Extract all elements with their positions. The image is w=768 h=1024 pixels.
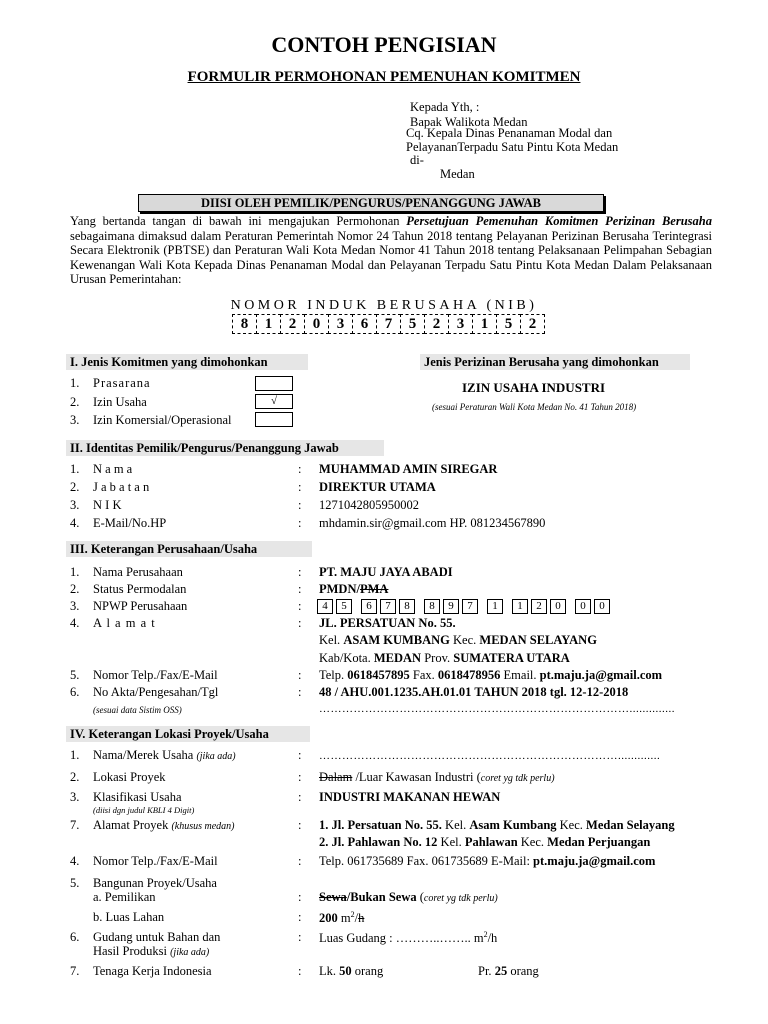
item-number: 2. xyxy=(70,480,80,494)
field-label: Nama Perusahaan xyxy=(93,565,183,579)
page-title: CONTOH PENGISIAN xyxy=(271,32,497,57)
address-line: Bapak Walikota Medan xyxy=(410,115,528,129)
address-line: di- xyxy=(410,153,424,167)
address-line: Medan xyxy=(440,167,475,181)
section-4-heading: IV. Keterangan Lokasi Proyek/Usaha xyxy=(66,726,310,742)
field-label: E-Mail/No.HP xyxy=(93,516,167,530)
colon: : xyxy=(298,790,302,804)
npwp-digit: 0 xyxy=(550,599,566,614)
field-luas-lahan[interactable]: 200 $m^2/h$ xyxy=(319,910,365,926)
akta-dotted-line: ……………………………………………………………………….............. xyxy=(319,703,675,715)
colon: : xyxy=(298,498,302,512)
akta-note: (sesuai data Sistim OSS) xyxy=(93,705,182,715)
perizinan-value: IZIN USAHA INDUSTRI xyxy=(462,380,606,395)
colon: : xyxy=(298,462,302,476)
item-number: 4. xyxy=(70,616,80,630)
npwp-digit: 1 xyxy=(487,599,503,614)
field-alamat-jalan[interactable]: JL. PERSATUAN No. 55. xyxy=(319,616,456,630)
colon: : xyxy=(298,582,302,596)
item-number: 1. xyxy=(70,462,80,476)
item-number: 6. xyxy=(70,685,80,699)
field-label: Alamat Proyek (khusus medan) xyxy=(93,818,235,832)
field-sublabel: b. Luas Lahan xyxy=(93,910,165,924)
npwp-digit: 7 xyxy=(380,599,396,614)
address-line: Cq. Kepala Dinas Penanaman Modal dan xyxy=(406,126,613,140)
field-tenaga-kerja-pr[interactable]: Pr. 25 orang xyxy=(478,964,539,978)
npwp-digit: 8 xyxy=(424,599,440,614)
nib-digit: 5 xyxy=(400,314,425,334)
komitmen-label: Izin Komersial/Operasional xyxy=(93,413,232,427)
field-sublabel: a. Pemilikan xyxy=(93,890,156,904)
nib-digit: 3 xyxy=(448,314,473,334)
npwp-digit: 7 xyxy=(462,599,478,614)
item-number: 4. xyxy=(70,854,80,868)
nib-digit: 3 xyxy=(328,314,353,334)
komitmen-checkbox-komersial[interactable] xyxy=(255,412,293,427)
nib-digit: 7 xyxy=(376,314,401,334)
field-label: Status Permodalan xyxy=(93,582,187,596)
field-pemilikan[interactable]: Sewa/Bukan Sewa (coret yg tdk perlu) xyxy=(319,890,498,904)
komitmen-checkbox-izin-usaha[interactable]: √ xyxy=(255,394,293,409)
nib-digit: 1 xyxy=(256,314,281,334)
colon: : xyxy=(298,685,302,699)
item-number: 3. xyxy=(70,790,80,804)
nib-digits xyxy=(232,314,544,334)
npwp-digit: 5 xyxy=(336,599,352,614)
item-number: 7. xyxy=(70,964,80,978)
npwp-digit: 1 xyxy=(512,599,528,614)
colon: : xyxy=(298,616,302,630)
form-subtitle: FORMULIR PERMOHONAN PEMENUHAN KOMITMEN xyxy=(187,69,581,85)
colon: : xyxy=(298,668,302,682)
item-number: 4. xyxy=(70,516,80,530)
item-number: 7. xyxy=(70,818,80,832)
field-alamat-proyek-1[interactable]: 1. Jl. Persatuan No. 55. Kel. Asam Kumbang Kec. Medan Selayang xyxy=(319,818,675,832)
address-line: PelayananTerpadu Satu Pintu Kota Medan xyxy=(406,140,619,154)
colon: : xyxy=(298,930,302,944)
npwp-digit: 4 xyxy=(317,599,333,614)
field-merek-usaha[interactable]: ……………………………………………………………………............. xyxy=(319,750,661,762)
komitmen-label: Prasarana xyxy=(93,376,151,390)
klasifikasi-note: (diisi dgn judul KBLI 4 Digit) xyxy=(93,805,195,815)
field-label: Gudang untuk Bahan dan xyxy=(93,930,221,944)
field-label: N a m a xyxy=(93,462,133,476)
item-number: 1. xyxy=(70,565,80,579)
field-alamat-proyek-2[interactable]: 2. Jl. Pahlawan No. 12 Kel. Pahlawan Kec. Medan Perjuangan xyxy=(319,835,651,849)
field-nama[interactable]: MUHAMMAD AMIN SIREGAR xyxy=(319,462,498,476)
npwp-digits[interactable] xyxy=(317,599,613,614)
npwp-digit: 0 xyxy=(575,599,591,614)
colon: : xyxy=(298,516,302,530)
field-akta[interactable]: 48 / AHU.001.1235.AH.01.01 TAHUN 2018 tgl. 12-12-2018 xyxy=(319,685,629,699)
colon: : xyxy=(298,599,302,613)
colon: : xyxy=(298,910,302,924)
item-number: 5. xyxy=(70,668,80,682)
nib-digit: 8 xyxy=(232,314,257,334)
colon: : xyxy=(298,964,302,978)
item-number: 3. xyxy=(70,498,80,512)
item-number: 2. xyxy=(70,770,80,784)
section-1-heading: I. Jenis Komitmen yang dimohonkan xyxy=(66,354,308,370)
item-number: 6. xyxy=(70,930,80,944)
section-2-heading: II. Identitas Pemilik/Pengurus/Penanggung Jawab xyxy=(66,440,384,456)
colon: : xyxy=(298,770,302,784)
field-label: Nomor Telp./Fax/E-Mail xyxy=(93,854,218,868)
nib-label: NOMOR INDUK BERUSAHA (NIB) xyxy=(230,298,538,313)
nib-digit: 2 xyxy=(520,314,545,334)
field-label: Nama/Merek Usaha (jika ada) xyxy=(93,748,236,762)
field-tenaga-kerja-lk[interactable]: Lk. 50 orang xyxy=(319,964,384,978)
field-nama-perusahaan[interactable]: PT. MAJU JAYA ABADI xyxy=(319,565,453,579)
field-label: N I K xyxy=(93,498,122,512)
field-label: Nomor Telp./Fax/E-Mail xyxy=(93,668,218,682)
field-lokasi-proyek[interactable]: Dalam /Luar Kawasan Industri (coret yg tdk perlu) xyxy=(319,770,555,784)
field-nik[interactable]: 1271042805950002 xyxy=(319,498,419,512)
colon: : xyxy=(298,748,302,762)
address-line: Kepada Yth, : xyxy=(410,100,480,114)
nib-digit: 2 xyxy=(280,314,305,334)
nib-digit: 0 xyxy=(304,314,329,334)
section-banner: DIISI OLEH PEMILIK/PENGURUS/PENANGGUNG JAWAB xyxy=(138,194,604,212)
field-label: J a b a t a n xyxy=(93,480,150,494)
field-label: A l a m a t xyxy=(93,616,156,630)
field-telp-fax-email[interactable]: Telp. 0618457895 Fax. 0618478956 Email. pt.maju.ja@gmail.com xyxy=(319,668,663,682)
field-status-permodalan[interactable]: PMDN/PMA xyxy=(319,582,389,596)
field-luas-gudang[interactable]: Luas Gudang : ………..…….. $m^2/h$ xyxy=(319,930,498,946)
item-number: 3. xyxy=(70,413,80,427)
field-klasifikasi-usaha[interactable]: INDUSTRI MAKANAN HEWAN xyxy=(319,790,501,804)
item-number: 3. xyxy=(70,599,80,613)
perizinan-note: (sesuai Peraturan Wali Kota Medan No. 41 Tahun 2018) xyxy=(432,402,637,412)
field-label: Lokasi Proyek xyxy=(93,770,166,784)
nib-digit: 6 xyxy=(352,314,377,334)
item-number: 1. xyxy=(70,748,80,762)
field-label: No Akta/Pengesahan/Tgl xyxy=(93,685,219,699)
item-number: 2. xyxy=(70,582,80,596)
komitmen-checkbox-prasarana[interactable] xyxy=(255,376,293,391)
npwp-digit: 8 xyxy=(399,599,415,614)
field-jabatan[interactable]: DIREKTUR UTAMA xyxy=(319,480,436,494)
field-label: Klasifikasi Usaha xyxy=(93,790,182,804)
colon: : xyxy=(298,565,302,579)
colon: : xyxy=(298,854,302,868)
colon: : xyxy=(298,818,302,832)
field-label: Hasil Produksi (jika ada) xyxy=(93,944,210,958)
npwp-digit: 0 xyxy=(594,599,610,614)
perizinan-heading: Jenis Perizinan Berusaha yang dimohonkan xyxy=(420,354,690,370)
nib-digit: 2 xyxy=(424,314,449,334)
field-alamat-kab-prov[interactable]: Kab/Kota. MEDAN Prov. SUMATERA UTARA xyxy=(319,651,570,665)
nib-digit: 5 xyxy=(496,314,521,334)
field-alamat-kel-kec[interactable]: Kel. ASAM KUMBANG Kec. MEDAN SELAYANG xyxy=(319,633,597,647)
field-lokasi-telp[interactable]: Telp. 061735689 Fax. 061735689 E-Mail: pt.maju.ja@gmail.com xyxy=(319,854,656,868)
field-label: Bangunan Proyek/Usaha xyxy=(93,876,217,890)
field-label: Tenaga Kerja Indonesia xyxy=(93,964,212,978)
item-number: 1. xyxy=(70,376,80,390)
item-number: 2. xyxy=(70,395,80,409)
section-3-heading: III. Keterangan Perusahaan/Usaha xyxy=(66,541,312,557)
intro-paragraph: Yang bertanda tangan di bawah ini mengajukan Permohonan Persetujuan Pemenuhan Komitmen Perizinan Berusaha sebagaimana dimaksud dalam Peraturan Pemerintah Nomor 24 Tahun 2018 tentang Pelayanan Perizinan Berusaha Terintegrasi Secara Elektronik (PBTSE) dan Peraturan Wali Kota Medan Nomor 41 Tahun 2018 tentang Pelaksanaan Pelimpahan Sebagian Kewenangan Wali Kota Kepada Dinas Penanaman Modal dan Pelayanan Terpadu Satu Pintu Kota Medan Dalam Pelaksanaan Urusan Pemerintahan: xyxy=(70,214,712,287)
field-email-hp[interactable]: mhdamin.sir@gmail.com HP. 081234567890 xyxy=(319,516,546,530)
npwp-digit: 6 xyxy=(361,599,377,614)
colon: : xyxy=(298,480,302,494)
nib-digit: 1 xyxy=(472,314,497,334)
npwp-digit: 9 xyxy=(443,599,459,614)
npwp-digit: 2 xyxy=(531,599,547,614)
colon: : xyxy=(298,890,302,904)
field-label: NPWP Perusahaan xyxy=(93,599,188,613)
item-number: 5. xyxy=(70,876,80,890)
komitmen-label: Izin Usaha xyxy=(93,395,147,409)
